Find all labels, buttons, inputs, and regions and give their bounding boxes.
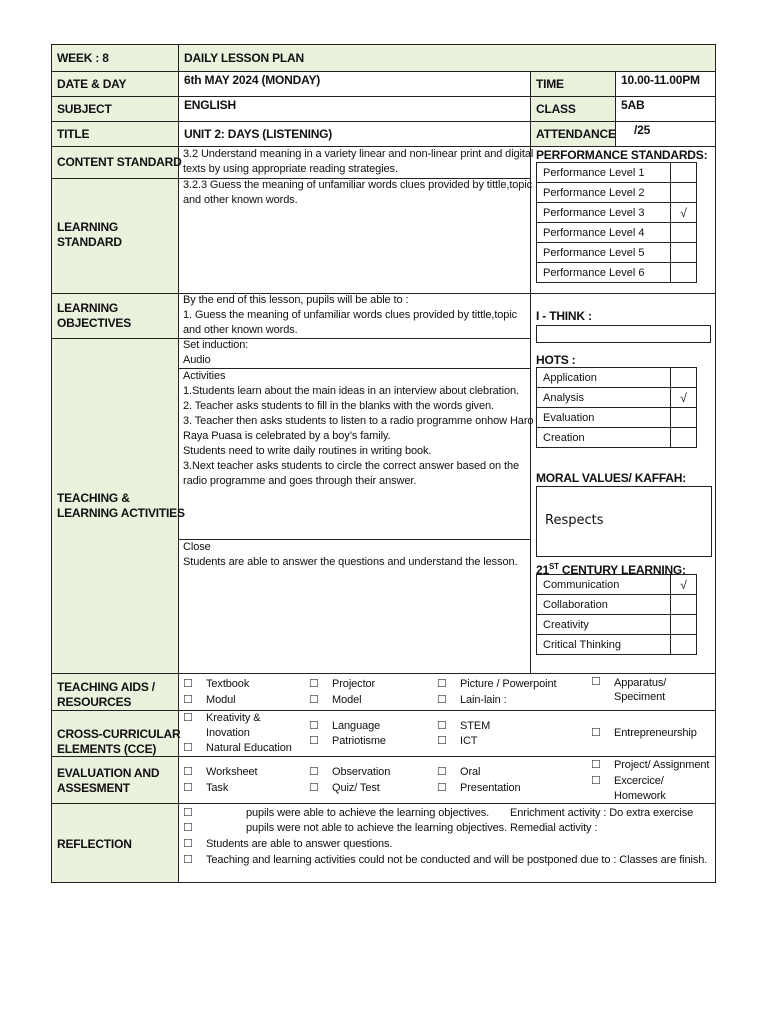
performance-row: [537, 163, 697, 183]
hots-table: [536, 367, 697, 448]
aid-apparatus-2: Speciment: [614, 691, 666, 703]
century-label: Creativity: [537, 615, 671, 635]
eval-oral: Oral: [460, 766, 481, 778]
objectives-line-1: By the end of this lesson, pupils will be able to :: [183, 294, 409, 306]
subject-label: SUBJECT: [57, 102, 112, 116]
content-standard-line-2: texts by using appropriate reading strategies.: [183, 163, 398, 175]
performance-level-check[interactable]: [671, 223, 697, 243]
performance-row: [537, 203, 697, 223]
hots-row: [537, 428, 697, 448]
reflection-remedial: Remedial activity :: [510, 822, 598, 834]
aid-projector: Projector: [332, 678, 376, 690]
cce-label-2: ELEMENTS (CCE): [57, 742, 157, 756]
century-title-sup: ST: [548, 562, 559, 571]
learning-standard-label-2: STANDARD: [57, 235, 122, 249]
activity-line: Raya Puasa is celebrated by a boy’s family.: [183, 430, 391, 442]
checkbox-icon[interactable]: ☐: [183, 782, 193, 794]
title-label: TITLE: [57, 127, 90, 141]
hots-check[interactable]: [671, 408, 697, 428]
activity-line: Students need to write daily routines in writing book.: [183, 445, 432, 457]
week-label: WEEK : 8: [57, 51, 109, 65]
checkbox-icon[interactable]: ☐: [183, 742, 193, 754]
checkbox-icon[interactable]: ☐: [309, 735, 319, 747]
close-line-2: Students are able to answer the questions and understand the lesson.: [183, 556, 518, 568]
moral-value: Respects: [545, 513, 604, 528]
hots-row: [537, 408, 697, 428]
checkbox-icon[interactable]: ☐: [437, 766, 447, 778]
plan-title: DAILY LESSON PLAN: [184, 51, 304, 65]
performance-table: [536, 162, 697, 283]
checkbox-icon[interactable]: ☐: [309, 694, 319, 706]
subject-value: ENGLISH: [184, 98, 236, 112]
close-line-1: Close: [183, 541, 211, 553]
checkbox-icon[interactable]: ☐: [183, 807, 193, 819]
activities-label-2: LEARNING ACTIVITIES: [57, 506, 185, 520]
activities-label-1: TEACHING &: [57, 491, 130, 505]
century-label: Communication: [537, 575, 671, 595]
cce-ict: ICT: [460, 735, 478, 747]
performance-level-label: Performance Level 4: [537, 223, 671, 243]
checkbox-icon[interactable]: ☐: [591, 676, 601, 688]
cce-kreativity-1: Kreativity &: [206, 712, 261, 724]
eval-quiz: Quiz/ Test: [332, 782, 380, 794]
induction-line-2: Audio: [183, 354, 211, 366]
checkbox-icon[interactable]: ☐: [183, 678, 193, 690]
checkbox-icon[interactable]: ☐: [183, 694, 193, 706]
checkbox-icon[interactable]: ☐: [437, 720, 447, 732]
cce-language: Language: [332, 720, 381, 732]
century-row: [537, 635, 697, 655]
time-value: 10.00-11.00PM: [621, 73, 700, 87]
checkbox-icon[interactable]: ☐: [183, 766, 193, 778]
checkbox-icon[interactable]: ☐: [437, 678, 447, 690]
performance-level-check[interactable]: [671, 243, 697, 263]
checkbox-icon[interactable]: ☐: [309, 720, 319, 732]
checkbox-icon[interactable]: ☐: [591, 727, 601, 739]
performance-level-label: Performance Level 5: [537, 243, 671, 263]
moral-title: MORAL VALUES/ KAFFAH:: [536, 471, 687, 485]
evaluation-label-1: EVALUATION AND: [57, 766, 160, 780]
reflection-enrichment: Enrichment activity : Do extra exercise: [510, 807, 694, 819]
performance-level-label: Performance Level 1: [537, 163, 671, 183]
hots-label: Application: [537, 368, 671, 388]
checkbox-icon[interactable]: ☐: [591, 775, 601, 787]
century-title-num: 21: [536, 563, 549, 577]
checkbox-icon[interactable]: ☐: [183, 854, 193, 866]
checkbox-icon[interactable]: ☐: [183, 822, 193, 834]
checkbox-icon[interactable]: ☐: [437, 694, 447, 706]
i-think-box[interactable]: [536, 325, 711, 343]
century-label: Collaboration: [537, 595, 671, 615]
class-label: CLASS: [536, 102, 576, 116]
hots-check[interactable]: √: [671, 388, 697, 408]
class-value: 5AB: [621, 98, 645, 112]
century-check[interactable]: √: [671, 575, 697, 595]
time-label: TIME: [536, 77, 564, 91]
aids-label-2: RESOURCES: [57, 695, 132, 709]
attendance-value-cell: [615, 121, 716, 147]
activity-line: radio programme and goes through their answer.: [183, 475, 417, 487]
performance-level-check[interactable]: [671, 263, 697, 283]
activity-line: 2. Teacher asks students to fill in the blanks with the words given.: [183, 400, 494, 412]
cce-patriotisme: Patriotisme: [332, 735, 386, 747]
performance-level-label: Performance Level 6: [537, 263, 671, 283]
learning-standard-line-1: 3.2.3 Guess the meaning of unfamiliar words clues provided by tittle,topic: [183, 179, 533, 191]
cce-kreativity-2: Inovation: [206, 727, 250, 739]
checkbox-icon[interactable]: ☐: [309, 782, 319, 794]
performance-title: PERFORMANCE STANDARDS:: [536, 148, 708, 162]
aids-label-1: TEACHING AIDS /: [57, 680, 155, 694]
checkbox-icon[interactable]: ☐: [183, 712, 193, 724]
cce-entrepreneurship: Entrepreneurship: [614, 727, 697, 739]
date-label: DATE & DAY: [57, 77, 127, 91]
century-title-text: CENTURY LEARNING:: [558, 563, 686, 577]
activity-line: Activities: [183, 370, 226, 382]
hots-label: Analysis: [537, 388, 671, 408]
aid-modul: Modul: [206, 694, 236, 706]
eval-excercise-2: Homework: [614, 790, 666, 802]
checkbox-icon[interactable]: ☐: [437, 735, 447, 747]
reflection-line-3: Students are able to answer questions.: [206, 838, 393, 850]
objectives-label-1: LEARNING: [57, 301, 119, 315]
date-value: 6th MAY 2024 (MONDAY): [184, 73, 321, 87]
hots-label: Creation: [537, 428, 671, 448]
attendance-value: /25: [634, 123, 651, 137]
activity-line: 3. Teacher then asks students to listen to a radio programme onhow Haro: [183, 415, 534, 427]
checkbox-icon[interactable]: ☐: [309, 678, 319, 690]
objectives-line-3: and other known words.: [183, 324, 298, 336]
cce-label-1: CROSS-CURRICULAR: [57, 727, 181, 741]
reflection-line-1: pupils were able to achieve the learning objectives.: [246, 807, 490, 819]
performance-row: [537, 263, 697, 283]
performance-level-label: Performance Level 2: [537, 183, 671, 203]
performance-level-check[interactable]: √: [671, 203, 697, 223]
activity-line: 1.Students learn about the main ideas in an interview about clebration.: [183, 385, 519, 397]
induction-line-1: Set induction:: [183, 339, 249, 351]
objectives-label-2: OBJECTIVES: [57, 316, 132, 330]
aid-picture: Picture / Powerpoint: [460, 678, 557, 690]
checkbox-icon[interactable]: ☐: [437, 782, 447, 794]
objectives-line-2: 1. Guess the meaning of unfamiliar words clues provided by tittle,topic: [183, 309, 518, 321]
aid-apparatus-1: Apparatus/: [614, 677, 667, 689]
evaluation-label-2: ASSESMENT: [57, 781, 130, 795]
century-row: [537, 575, 697, 595]
title-value: UNIT 2: DAYS (LISTENING): [184, 127, 333, 141]
checkbox-icon[interactable]: ☐: [591, 759, 601, 771]
checkbox-icon[interactable]: ☐: [183, 838, 193, 850]
content-standard-label: CONTENT STANDARD: [57, 155, 182, 169]
checkbox-icon[interactable]: ☐: [309, 766, 319, 778]
century-check[interactable]: [671, 615, 697, 635]
hots-label: Evaluation: [537, 408, 671, 428]
aid-lain-lain: Lain-lain :: [460, 694, 507, 706]
eval-observation: Observation: [332, 766, 391, 778]
century-row: [537, 595, 697, 615]
performance-level-check[interactable]: [671, 163, 697, 183]
eval-worksheet: Worksheet: [206, 766, 258, 778]
century-table: [536, 574, 697, 655]
hots-title: HOTS :: [536, 353, 576, 367]
i-think-label: I - THINK :: [536, 309, 592, 323]
aid-model: Model: [332, 694, 362, 706]
century-label: Critical Thinking: [537, 635, 671, 655]
activity-line: 3.Next teacher asks students to circle the correct answer based on the: [183, 460, 520, 472]
aid-textbook: Textbook: [206, 678, 250, 690]
century-row: [537, 615, 697, 635]
hots-check[interactable]: [671, 368, 697, 388]
content-standard-line-1: 3.2 Understand meaning in a variety linear and non-linear print and digital: [183, 148, 534, 160]
eval-task: Task: [206, 782, 229, 794]
performance-row: [537, 183, 697, 203]
hots-check[interactable]: [671, 428, 697, 448]
century-check[interactable]: [671, 635, 697, 655]
reflection-line-2: pupils were not able to achieve the learning objectives.: [246, 822, 508, 834]
cce-natural: Natural Education: [206, 742, 292, 754]
attendance-label: ATTENDANCE: [536, 127, 616, 141]
reflection-label: REFLECTION: [57, 837, 132, 851]
performance-row: [537, 243, 697, 263]
eval-project: Project/ Assignment: [614, 759, 710, 771]
performance-level-check[interactable]: [671, 183, 697, 203]
learning-standard-label-1: LEARNING: [57, 220, 119, 234]
hots-row: [537, 368, 697, 388]
eval-excercise-1: Excercice/: [614, 775, 664, 787]
learning-standard-line-2: and other known words.: [183, 194, 298, 206]
eval-presentation: Presentation: [460, 782, 521, 794]
reflection-line-4: Teaching and learning activities could not be conducted and will be postponed due to : Classes are finish.: [206, 854, 708, 866]
century-check[interactable]: [671, 595, 697, 615]
performance-level-label: Performance Level 3: [537, 203, 671, 223]
performance-row: [537, 223, 697, 243]
hots-row: [537, 388, 697, 408]
cce-stem: STEM: [460, 720, 491, 732]
